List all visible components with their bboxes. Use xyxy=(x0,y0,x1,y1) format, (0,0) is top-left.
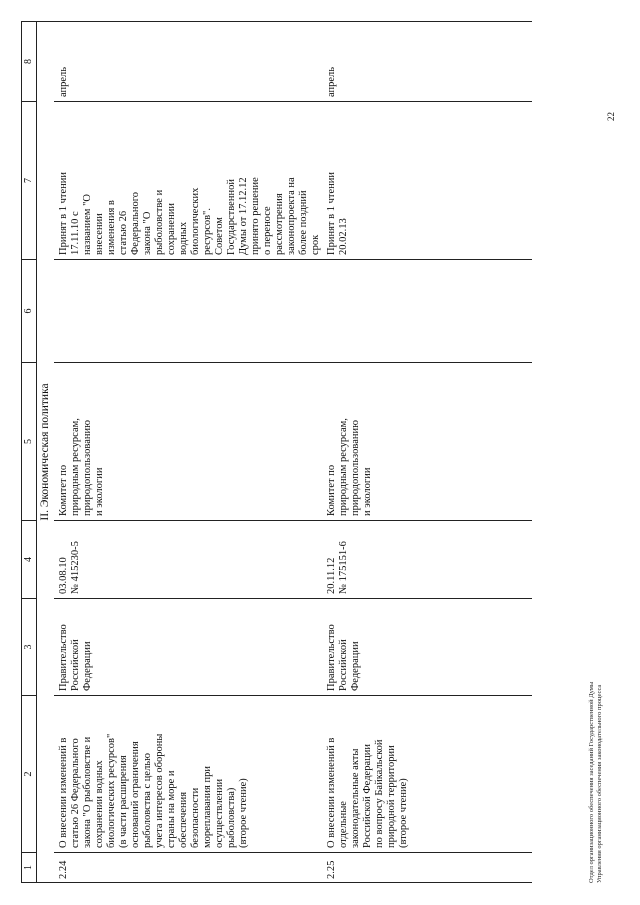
table-row xyxy=(322,22,532,883)
responsible-committee: Комитет по природным ресурсам, природопользованию и экологии xyxy=(54,363,322,521)
bill-initiator: Правительство Российской Федерации xyxy=(54,599,322,696)
bill-date-number: 20.11.12 № 175151-6 xyxy=(322,521,532,599)
page-number: 22 xyxy=(606,112,616,121)
column-header-8: 8 xyxy=(22,22,37,102)
bill-status: Принят в 1 чтении 20.02.13 xyxy=(322,102,532,260)
responsible-committee: Комитет по природным ресурсам, природопользованию и экологии xyxy=(322,363,532,521)
column-header-4: 4 xyxy=(22,521,37,599)
item-number: 2.24 xyxy=(54,853,322,883)
bill-status: Принят в 1 чтении 17.11.10 с названием "О внесении изменения в статью 26 Федерального закона "О рыболовстве и сохранении водных биологических ресурсов". Советом Государственной Думы от 17.12.12 принято решение о переносе рассмотрения законопроекта на более поздний срок xyxy=(54,102,322,260)
bill-initiator: Правительство Российской Федерации xyxy=(322,599,532,696)
column-header-7: 7 xyxy=(22,102,37,260)
bill-title: О внесении изменений в отдельные законодательные акты Российской Федерации по вопросу Байкальской природной территории (второе чтение) xyxy=(322,696,532,853)
section-title: II. Экономическая политика xyxy=(37,22,55,883)
column-header-5: 5 xyxy=(22,363,37,521)
column-header-2: 2 xyxy=(22,696,37,853)
planned-month: апрель xyxy=(54,22,322,102)
footer-organization xyxy=(588,682,604,883)
planned-month: апрель xyxy=(322,22,532,102)
table-header-row xyxy=(22,22,37,883)
legislation-plan-table xyxy=(21,21,532,883)
bill-date-number: 03.08.10 № 415230-5 xyxy=(54,521,322,599)
column-6-cell xyxy=(54,260,322,363)
table-row xyxy=(54,22,322,883)
item-number: 2.25 xyxy=(322,853,532,883)
bill-title: О внесении изменений в статью 26 Федерального закона "О рыболовстве и сохранении водных биологических ресурсов" (в части расширения оснований ограничения рыболовства с целью учета интересов обороны страны на море и обеспечения безопасности мореплавания при осуществлении рыболовства) (второе чтение) xyxy=(54,696,322,853)
footer-line-1: Отдел организационного обеспечения заседаний Государственной Думы xyxy=(588,681,595,883)
column-header-1: 1 xyxy=(22,853,37,883)
footer-line-2: Управления организационного обеспечения законодательного процесса xyxy=(596,684,603,883)
section-heading-row xyxy=(37,22,55,883)
column-6-cell xyxy=(322,260,532,363)
column-header-6: 6 xyxy=(22,260,37,363)
column-header-3: 3 xyxy=(22,599,37,696)
